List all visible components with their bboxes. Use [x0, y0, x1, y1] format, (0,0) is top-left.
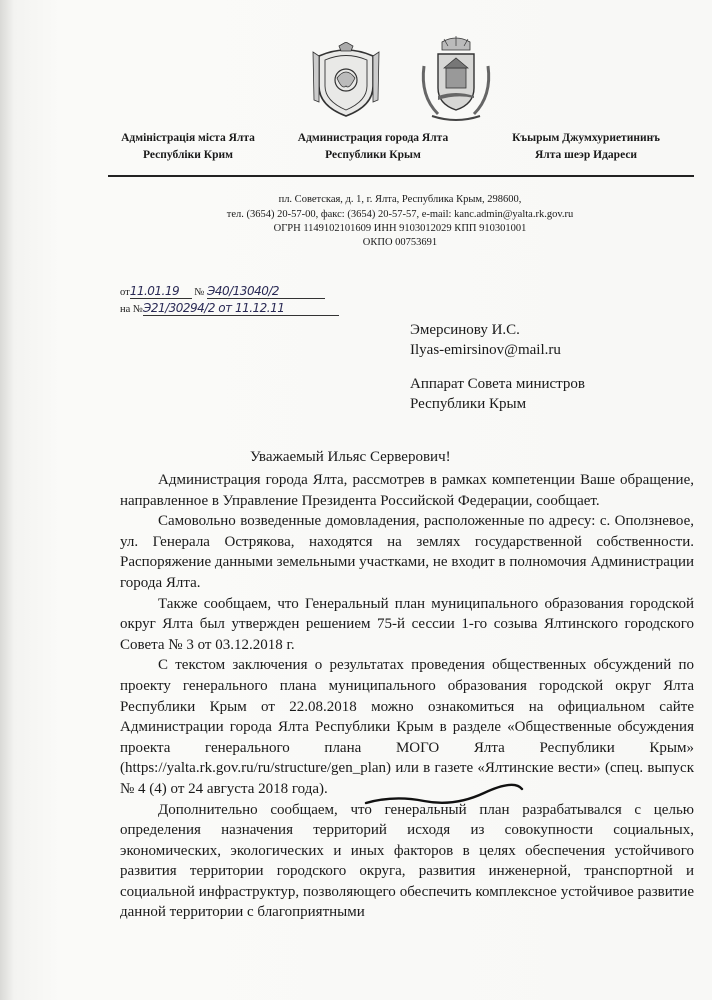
handwritten-reply-number: Э21/30294/2 от 11.12.11 [143, 301, 339, 316]
recipient-office: Аппарат Совета министров [410, 376, 585, 392]
paragraph: Также сообщаем, что Генеральный план муниципального образования городской округ Ялта был утвержден решением 75-й сессии 1-го созыва Ялтинского городского Совета № 3 от 03.12.2018 г. [120, 595, 694, 653]
from-label: от [120, 287, 130, 298]
outgoing-reference [120, 284, 325, 299]
handwritten-number: Э40/13040/2 [207, 284, 325, 299]
paragraph: С текстом заключения о результатах проведения общественных обсуждений по проекту генерального плана муниципального образования городской округ Ялта Республики Крым от 22.08.2018 можно ознакомиться на официальном сайте Администрации города Ялта Республики Крым в разделе «Общественные обсуждения проекта генерального плана МОГО Ялта Республики Крым» (https://yalta.rk.gov.ru/ru/structure/gen_plan) или в газете «Ялтинские вести» (спец. выпуск № 4 (4) от 24 августа 2018 года). [120, 657, 694, 797]
handwritten-date: 11.01.19 [130, 284, 192, 299]
yalta-coat-of-arms-icon [418, 36, 494, 122]
org-rus-line-1: Администрация города Ялта [297, 132, 449, 144]
recipient-region: Республики Крым [410, 396, 527, 412]
recipient-name: Эмерсинову И.С. [410, 322, 520, 338]
reply-reference [120, 301, 339, 316]
okpo-line: ОКПО 00753691 [362, 237, 438, 248]
pen-scribble-mark [364, 781, 524, 809]
org-name-russian [284, 130, 462, 164]
greeting: Уважаемый Ильяс Серверович! [250, 449, 451, 465]
letter-body [120, 470, 694, 923]
paragraph: Администрация города Ялта, рассмотрев в рамках компетенции Ваше обращение, направленное в Управление Президента Российской Федерации, сообщает. [120, 472, 694, 509]
header-divider [108, 175, 694, 177]
registration-line: ОГРН 1149102101609 ИНН 9103012029 КПП 910301001 [273, 223, 527, 234]
org-name-ukrainian [108, 130, 268, 164]
crimea-coat-of-arms-icon [311, 42, 381, 118]
org-crh-line-2: Ялта шеэр Идареси [534, 149, 638, 161]
org-crh-line-1: Къырым Джумхуриетининъ [512, 132, 660, 144]
org-name-crimean-tatar [486, 130, 686, 164]
paragraph: Дополнительно сообщаем, что генеральный план разрабатывался с целью определения назначения территорий исходя из совокупности социальных, экономических, экологических и иных факторов в целях обеспечения устойчивого развития территории городского округа, развития инженерной, транспортной и социальной инфраструктур, позволяющего обеспечить комплексное устойчивое развитие данной территории с благоприятными [120, 801, 694, 921]
recipient-email: Ilyas-emirsinov@mail.ru [410, 342, 561, 358]
paragraph: Самовольно возведенные домовладения, расположенные по адресу: с. Оползневое, ул. Генерала Острякова, находятся на землях государственной собственности. Распоряжение данными земельными участками, не входит в полномочия Администрации города Ялта. [120, 513, 694, 591]
reply-label: на № [120, 304, 143, 315]
number-label: № [194, 287, 205, 298]
contacts-line: тел. (3654) 20-57-00, факс: (3654) 20-57-57, e-mail: kanc.admin@yalta.rk.gov.ru [226, 209, 574, 220]
org-rus-line-2: Республики Крым [325, 149, 421, 161]
org-ukr-line-2: Республіки Крим [143, 149, 233, 161]
org-ukr-line-1: Адміністрація міста Ялта [121, 132, 255, 144]
address-line: пл. Советская, д. 1, г. Ялта, Республика Крым, 298600, [278, 194, 522, 205]
